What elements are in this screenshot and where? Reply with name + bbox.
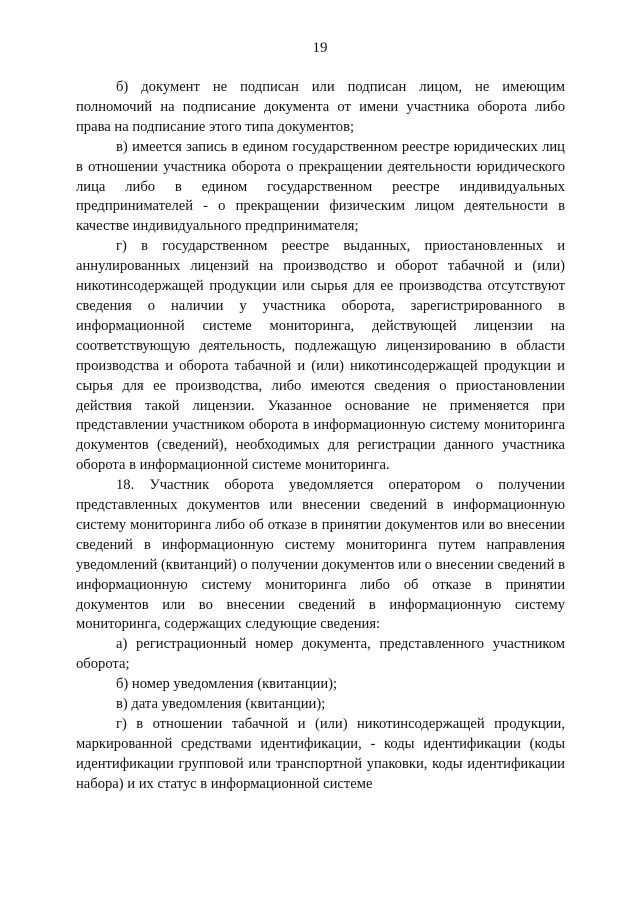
paragraph-sub-g: г) в отношении табачной и (или) никотинсодержащей продукции, маркированной средствами идентификации, - коды идентификации (коды идентификации групповой или транспортной упаковки, коды идентификации набора) и их статус в информационной системе <box>76 716 565 792</box>
paragraph-sub-v: в) дата уведомления (квитанции); <box>116 696 326 713</box>
document-body <box>76 78 565 795</box>
paragraph-section-18: 18. Участник оборота уведомляется оператором о получении представленных документов или внесении сведений в информационную систему мониторинга либо об отказе в принятии документов или во внесении сведений в информационную систему мониторинга путем направления уведомлений (квитанций) о получении документов или о внесении сведений в информационную систему мониторинга либо об отказе в принятии документов или во внесении сведений в информационную систему мониторинга, содержащих следующие сведения: <box>76 477 565 633</box>
paragraph-item-v: в) имеется запись в едином государственном реестре юридических лиц в отношении участника оборота о прекращении деятельности юридического лица либо в едином государственном реестре индивидуальных предпринимателей - о прекращении физическим лицом деятельности в качестве индивидуального предпринимателя; <box>76 138 565 235</box>
paragraph-item-b: б) документ не подписан или подписан лицом, не имеющим полномочий на подписание документа от имени участника оборота либо права на подписание этого типа документов; <box>76 79 565 135</box>
paragraph-sub-b: б) номер уведомления (квитанции); <box>116 676 338 693</box>
paragraph-item-g: г) в государственном реестре выданных, приостановленных и аннулированных лицензий на производство и оборот табачной и (или) никотинсодержащей продукции или сырья для ее производства отсутствуют сведения о наличии у участника оборота, зарегистрированного в информационной системе мониторинга, действующей лицензии на соответствующую деятельность, подлежащую лицензированию в области производства и оборота табачной и (или) никотинсодержащей продукции и сырья для ее производства, либо имеются сведения о приостановлении действия такой лицензии. Указанное основание не применяется при представлении участником оборота в информационную систему мониторинга документов (сведений), необходимых для регистрации данного участника оборота в информационной системе мониторинга. <box>76 238 565 474</box>
paragraph-sub-a: а) регистрационный номер документа, представленного участником оборота; <box>76 636 565 673</box>
page-number: 19 <box>312 40 328 56</box>
